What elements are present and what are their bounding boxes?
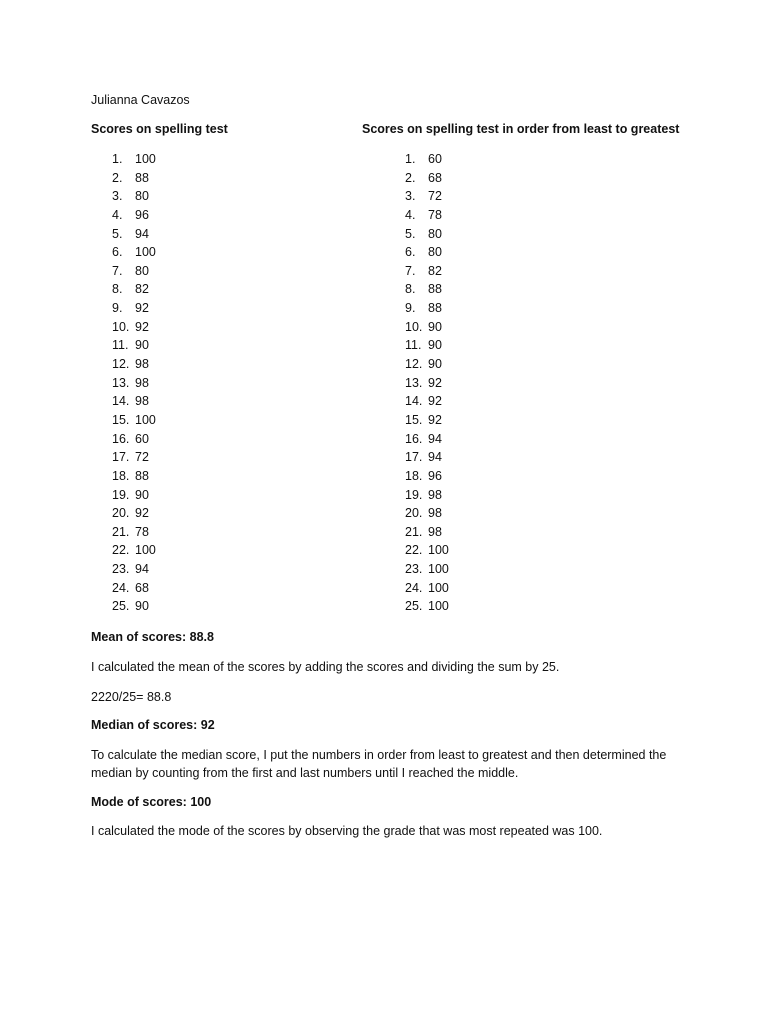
item-number: 13. <box>405 375 423 390</box>
item-number: 6. <box>112 245 123 260</box>
item-number: 6. <box>405 245 416 260</box>
item-score: 92 <box>428 412 442 427</box>
list-item <box>405 504 449 523</box>
item-score: 94 <box>135 562 149 577</box>
list-item <box>405 597 449 616</box>
item-number: 23. <box>405 562 423 577</box>
item-number: 19. <box>112 487 130 502</box>
item-score: 100 <box>135 152 156 166</box>
item-number: 2. <box>112 170 123 185</box>
item-score: 80 <box>428 245 442 260</box>
list-item <box>112 541 156 560</box>
mean-calculation: 2220/25= 88.8 <box>91 690 172 704</box>
item-number: 12. <box>112 357 130 372</box>
item-score: 68 <box>135 580 149 595</box>
mode-description: I calculated the mode of the scores by observing the grade that was most repeated was 100. <box>91 824 603 838</box>
sorted-scores-list <box>405 150 449 616</box>
item-score: 90 <box>428 357 442 372</box>
item-number: 17. <box>112 450 130 465</box>
item-number: 4. <box>112 207 123 222</box>
item-number: 14. <box>405 394 423 409</box>
list-item <box>405 150 449 169</box>
item-score: 100 <box>135 543 156 558</box>
item-score: 90 <box>135 338 149 353</box>
scores-heading: Scores on spelling test <box>91 122 228 136</box>
item-score: 88 <box>428 282 442 297</box>
item-number: 1. <box>405 152 416 166</box>
item-score: 90 <box>428 338 442 353</box>
item-score: 98 <box>135 394 149 409</box>
list-item <box>112 448 156 467</box>
item-number: 9. <box>112 301 123 316</box>
item-number: 20. <box>112 506 130 521</box>
list-item <box>405 187 449 206</box>
author-name: Julianna Cavazos <box>91 93 190 107</box>
item-score: 92 <box>428 375 442 390</box>
item-score: 60 <box>428 152 442 166</box>
item-score: 90 <box>428 319 442 334</box>
item-number: 8. <box>405 282 416 297</box>
list-item <box>405 280 449 299</box>
item-score: 92 <box>428 394 442 409</box>
list-item <box>405 448 449 467</box>
item-score: 80 <box>135 189 149 204</box>
item-score: 100 <box>428 543 449 558</box>
list-item <box>112 355 156 374</box>
median-label: Median of scores: 92 <box>91 718 215 732</box>
item-number: 16. <box>112 431 130 446</box>
item-number: 15. <box>405 412 423 427</box>
item-score: 94 <box>135 226 149 241</box>
mode-label: Mode of scores: 100 <box>91 795 212 809</box>
item-number: 15. <box>112 412 130 427</box>
list-item <box>112 597 156 616</box>
item-score: 72 <box>428 189 442 204</box>
item-score: 100 <box>428 580 449 595</box>
item-number: 7. <box>112 263 123 278</box>
item-score: 92 <box>135 319 149 334</box>
list-item <box>405 225 449 244</box>
list-item <box>112 225 156 244</box>
item-number: 7. <box>405 263 416 278</box>
item-number: 9. <box>405 301 416 316</box>
item-number: 12. <box>405 357 423 372</box>
list-item <box>112 392 156 411</box>
item-number: 17. <box>405 450 423 465</box>
list-item <box>112 336 156 355</box>
item-score: 78 <box>428 207 442 222</box>
item-score: 94 <box>428 450 442 465</box>
item-score: 88 <box>428 301 442 316</box>
list-item <box>405 523 449 542</box>
list-item <box>112 299 156 318</box>
item-score: 80 <box>428 226 442 241</box>
list-item <box>112 560 156 579</box>
list-item <box>112 169 156 188</box>
item-score: 98 <box>428 487 442 502</box>
item-score: 90 <box>135 487 149 502</box>
item-number: 4. <box>405 207 416 222</box>
list-item <box>405 430 449 449</box>
mean-description: I calculated the mean of the scores by adding the scores and dividing the sum by 25. <box>91 660 560 674</box>
median-description: To calculate the median score, I put the numbers in order from least to greatest and then determined the median by counting from the first and last numbers until I reached the middle. <box>91 748 667 780</box>
list-item <box>405 243 449 262</box>
list-item <box>112 486 156 505</box>
list-item <box>112 262 156 281</box>
item-number: 10. <box>112 319 130 334</box>
item-number: 1. <box>112 152 123 166</box>
list-item <box>112 523 156 542</box>
sorted-scores-heading: Scores on spelling test in order from least to greatest <box>362 122 680 136</box>
list-item <box>112 504 156 523</box>
item-score: 100 <box>428 599 449 614</box>
item-number: 25. <box>405 599 423 614</box>
item-number: 5. <box>405 226 416 241</box>
item-number: 21. <box>112 524 130 539</box>
item-score: 92 <box>135 506 149 521</box>
list-item <box>112 467 156 486</box>
list-item <box>405 411 449 430</box>
item-number: 3. <box>405 189 416 204</box>
list-item <box>405 374 449 393</box>
list-item <box>112 374 156 393</box>
item-number: 24. <box>405 580 423 595</box>
list-item <box>405 392 449 411</box>
item-number: 24. <box>112 580 130 595</box>
list-item <box>112 430 156 449</box>
item-number: 8. <box>112 282 123 297</box>
list-item <box>112 318 156 337</box>
item-number: 18. <box>405 468 423 483</box>
item-number: 10. <box>405 319 423 334</box>
item-score: 90 <box>135 599 149 614</box>
item-score: 96 <box>428 468 442 483</box>
list-item <box>405 336 449 355</box>
item-score: 96 <box>135 207 149 222</box>
item-score: 100 <box>135 412 156 427</box>
item-score: 98 <box>135 375 149 390</box>
item-number: 25. <box>112 599 130 614</box>
list-item <box>405 355 449 374</box>
item-score: 80 <box>135 263 149 278</box>
item-score: 98 <box>428 524 442 539</box>
item-number: 23. <box>112 562 130 577</box>
list-item <box>405 318 449 337</box>
item-score: 88 <box>135 170 149 185</box>
item-score: 78 <box>135 524 149 539</box>
item-number: 22. <box>112 543 130 558</box>
item-score: 88 <box>135 468 149 483</box>
list-item <box>112 280 156 299</box>
item-score: 98 <box>428 506 442 521</box>
list-item <box>112 187 156 206</box>
item-number: 11. <box>405 338 422 353</box>
list-item <box>405 206 449 225</box>
item-score: 68 <box>428 170 442 185</box>
list-item <box>405 467 449 486</box>
item-score: 100 <box>428 562 449 577</box>
item-score: 98 <box>135 357 149 372</box>
item-score: 94 <box>428 431 442 446</box>
item-number: 21. <box>405 524 423 539</box>
item-number: 13. <box>112 375 130 390</box>
item-number: 5. <box>112 226 123 241</box>
list-item <box>112 206 156 225</box>
list-item <box>112 150 156 169</box>
list-item <box>405 579 449 598</box>
item-score: 72 <box>135 450 149 465</box>
item-number: 14. <box>112 394 130 409</box>
item-score: 92 <box>135 301 149 316</box>
list-item <box>112 579 156 598</box>
item-number: 20. <box>405 506 423 521</box>
item-number: 22. <box>405 543 423 558</box>
list-item <box>405 560 449 579</box>
item-score: 60 <box>135 431 149 446</box>
item-number: 2. <box>405 170 416 185</box>
list-item <box>405 299 449 318</box>
list-item <box>112 243 156 262</box>
item-number: 3. <box>112 189 123 204</box>
item-score: 82 <box>135 282 149 297</box>
item-score: 100 <box>135 245 156 260</box>
list-item <box>405 169 449 188</box>
list-item <box>405 262 449 281</box>
scores-list <box>112 150 156 616</box>
list-item <box>405 486 449 505</box>
mean-label: Mean of scores: 88.8 <box>91 630 214 644</box>
item-number: 11. <box>112 338 129 353</box>
list-item <box>112 411 156 430</box>
item-number: 18. <box>112 468 130 483</box>
list-item <box>405 541 449 560</box>
item-number: 16. <box>405 431 423 446</box>
item-number: 19. <box>405 487 423 502</box>
item-score: 82 <box>428 263 442 278</box>
